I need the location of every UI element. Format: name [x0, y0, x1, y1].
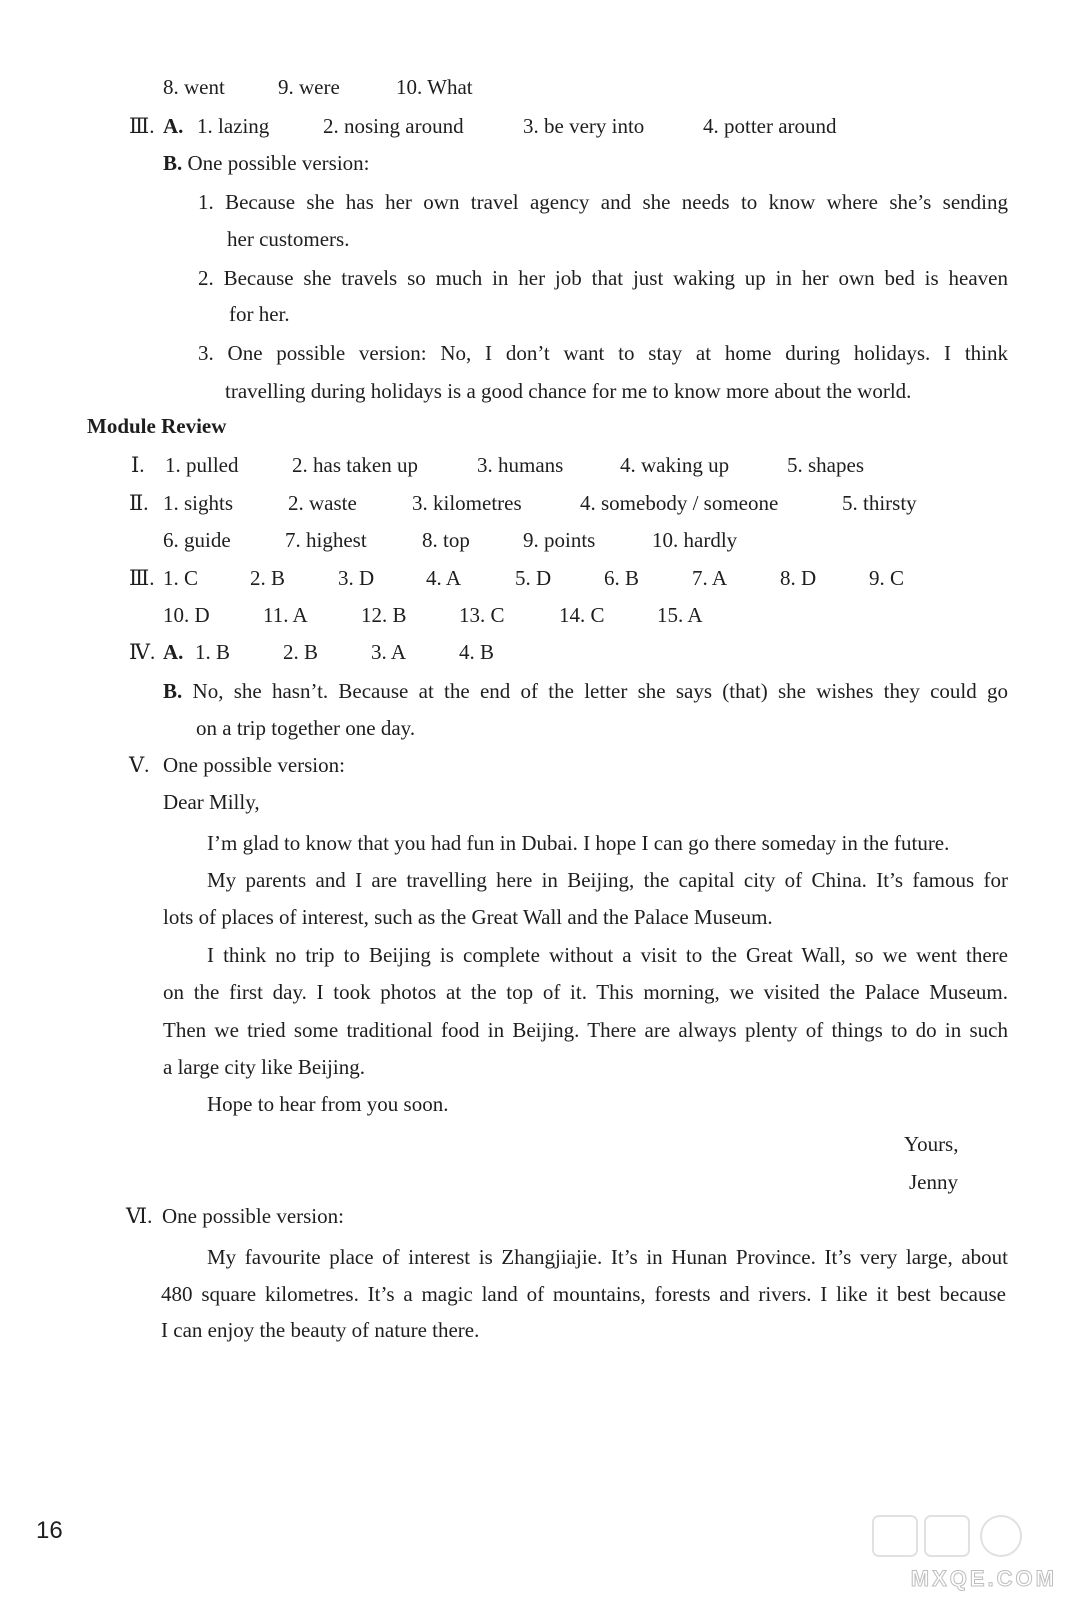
review-section-4-b-line-2: on a trip together one day. [196, 716, 416, 740]
essay-line: I can enjoy the beauty of nature there. [161, 1318, 480, 1342]
letter-greeting: Dear Milly, [163, 790, 260, 814]
answer-item: 8. top [422, 528, 470, 552]
answer-item: 10. D [163, 603, 210, 627]
letter-line: lots of places of interest, such as the Great Wall and the Palace Museum. [163, 905, 773, 929]
answer-item: 8. went [163, 75, 225, 99]
answer-line: 1. Because she has her own travel agency and she needs to know where she’s sending [198, 190, 1008, 214]
section-3-a-row [129, 113, 837, 139]
module-review-heading: Module Review [87, 414, 227, 438]
answer-item: 7. A [692, 566, 728, 590]
part-label: B. [163, 151, 183, 175]
answer-item: 2. B [250, 566, 286, 590]
section-roman: Ⅲ. [129, 114, 155, 138]
letter-line: on the first day. I took photos at the top of it. This morning, we visited the Palace Museum. [163, 980, 1008, 1004]
review-section-4-a-row [129, 639, 494, 665]
letter-line: I think no trip to Beijing is complete without a visit to the Great Wall, so we went there [207, 943, 1008, 967]
section-roman: Ⅱ. [129, 491, 149, 515]
answer-item: 6. guide [163, 528, 231, 552]
answer-line: for her. [229, 302, 290, 326]
answer-item: 11. A [263, 603, 308, 627]
section-roman: Ⅲ. [129, 566, 155, 590]
intro-text: One possible version: [163, 753, 345, 777]
answer-line: 3. One possible version: No, I don’t want to stay at home during holidays. I think [198, 341, 1008, 365]
answer-item: 3. A [371, 640, 407, 664]
answer-item: 4. waking up [620, 453, 730, 477]
part-label: B. [163, 679, 183, 703]
letter-line: My parents and I are travelling here in Beijing, the capital city of China. It’s famous for [207, 868, 1008, 892]
answer-item: 7. highest [285, 528, 367, 552]
letter-signature: Jenny [909, 1170, 958, 1194]
review-section-3-row-1 [129, 565, 904, 591]
answer-item: 3. D [338, 566, 375, 590]
answer-item: 1. pulled [165, 453, 239, 477]
essay-line: 480 square kilometres. It’s a magic land of mountains, forests and rivers. I like it best because [161, 1282, 1006, 1306]
answer-item: 3. be very into [523, 114, 645, 138]
intro-text: One possible version: [187, 151, 370, 175]
part-label: A. [163, 114, 184, 138]
section-roman: Ⅴ. [129, 753, 150, 777]
section-3-b-intro [163, 150, 370, 176]
answer-item: 2. B [283, 640, 319, 664]
review-section-5-intro [129, 752, 345, 778]
answer-item: 4. somebody / someone [580, 491, 779, 515]
answer-item: 5. shapes [787, 453, 864, 477]
review-section-2-row-1 [129, 490, 917, 516]
intro-text: One possible version: [162, 1204, 344, 1228]
review-section-1-row [131, 452, 864, 478]
answer-item: 5. D [515, 566, 552, 590]
answer-text: No, she hasn’t. Because at the end of the letter she says (that) she wishes they could go [192, 679, 1008, 703]
review-section-4-b-line-1 [163, 678, 1008, 704]
letter-closing: Yours, [904, 1132, 959, 1156]
review-section-3-row-2 [163, 602, 703, 628]
top-answer-row [163, 74, 473, 100]
answer-line: travelling during holidays is a good chance for me to know more about the world. [225, 379, 912, 403]
answer-item: 8. D [780, 566, 817, 590]
answer-item: 12. B [361, 603, 407, 627]
answer-item: 1. C [163, 566, 199, 590]
answer-line: 2. Because she travels so much in her job that just waking up in her own bed is heaven [198, 266, 1008, 290]
answer-item: 15. A [657, 603, 703, 627]
letter-line: Then we tried some traditional food in Beijing. There are always plenty of things to do in such [163, 1018, 1008, 1042]
answer-item: 4. potter around [703, 114, 837, 138]
answer-item: 4. B [459, 640, 495, 664]
letter-line: I’m glad to know that you had fun in Dubai. I hope I can go there someday in the future. [207, 831, 950, 855]
answer-item: 6. B [604, 566, 640, 590]
watermark-text: MXQE.COM [910, 1566, 1057, 1591]
section-roman: Ⅳ. [129, 640, 156, 664]
answer-item: 4. A [426, 566, 462, 590]
answer-item: 13. C [459, 603, 505, 627]
section-roman: Ⅵ. [126, 1204, 153, 1228]
answer-item: 9. were [278, 75, 340, 99]
essay-line: My favourite place of interest is Zhangjiajie. It’s in Hunan Province. It’s very large, about [207, 1245, 1008, 1269]
answer-item: 10. What [396, 75, 473, 99]
answer-item: 3. kilometres [412, 491, 522, 515]
answer-item: 1. lazing [197, 114, 270, 138]
review-section-2-row-2 [163, 527, 737, 553]
answer-item: 2. has taken up [292, 453, 418, 477]
answer-item: 5. thirsty [842, 491, 917, 515]
answer-item: 9. C [869, 566, 905, 590]
answer-item: 1. B [195, 640, 231, 664]
answer-item: 9. points [523, 528, 596, 552]
part-label: A. [163, 640, 184, 664]
answer-line: her customers. [227, 227, 350, 251]
page-number: 16 [36, 1517, 63, 1544]
answer-item: 3. humans [477, 453, 564, 477]
answer-item: 14. C [559, 603, 605, 627]
review-section-6-intro [126, 1203, 344, 1229]
answer-item: 2. waste [288, 491, 357, 515]
answer-item: 2. nosing around [323, 114, 464, 138]
answer-item: 10. hardly [652, 528, 738, 552]
section-roman: Ⅰ. [131, 453, 145, 477]
answer-item: 1. sights [163, 491, 234, 515]
letter-line: a large city like Beijing. [163, 1055, 365, 1079]
letter-line: Hope to hear from you soon. [207, 1092, 449, 1116]
